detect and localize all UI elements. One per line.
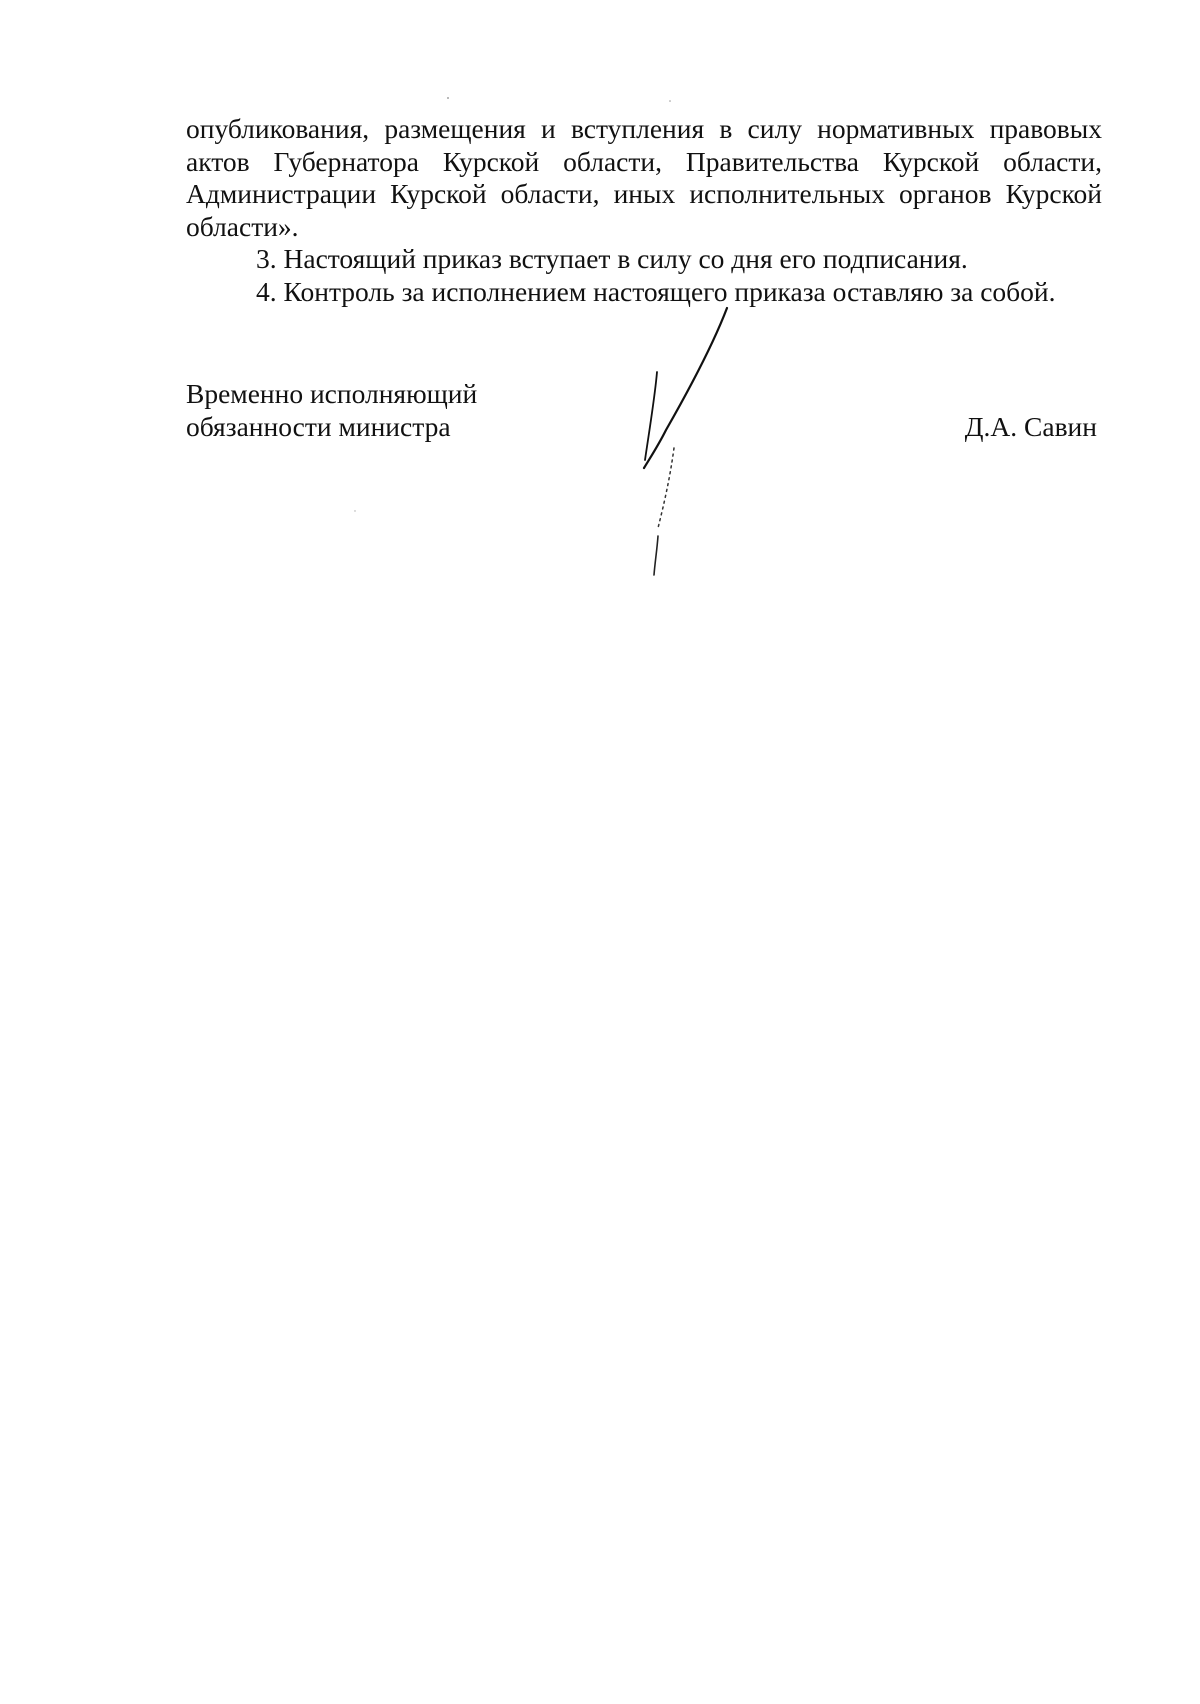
signatory-role-line-2: обязанности министра: [186, 411, 451, 442]
paragraph-item-4: 4. Контроль за исполнением настоящего приказа оставляю за собой.: [256, 275, 1056, 307]
document-body: [186, 113, 1102, 308]
signatory-role: [186, 377, 477, 443]
paragraph-publication-clause: опубликования, размещения и вступления в силу нормативных правовых актов Губернатора Курской области, Правительства Курской области, Администрации Курской области, иных исполнительных органов Курской области».: [186, 113, 1102, 242]
paragraph-item-3: 3. Настоящий приказ вступает в силу со дня его подписания.: [256, 243, 968, 274]
handwritten-signature: [630, 300, 740, 585]
signatory-name: Д.А. Савин: [964, 411, 1097, 442]
signatory-role-line-1: Временно исполняющий: [186, 378, 478, 409]
